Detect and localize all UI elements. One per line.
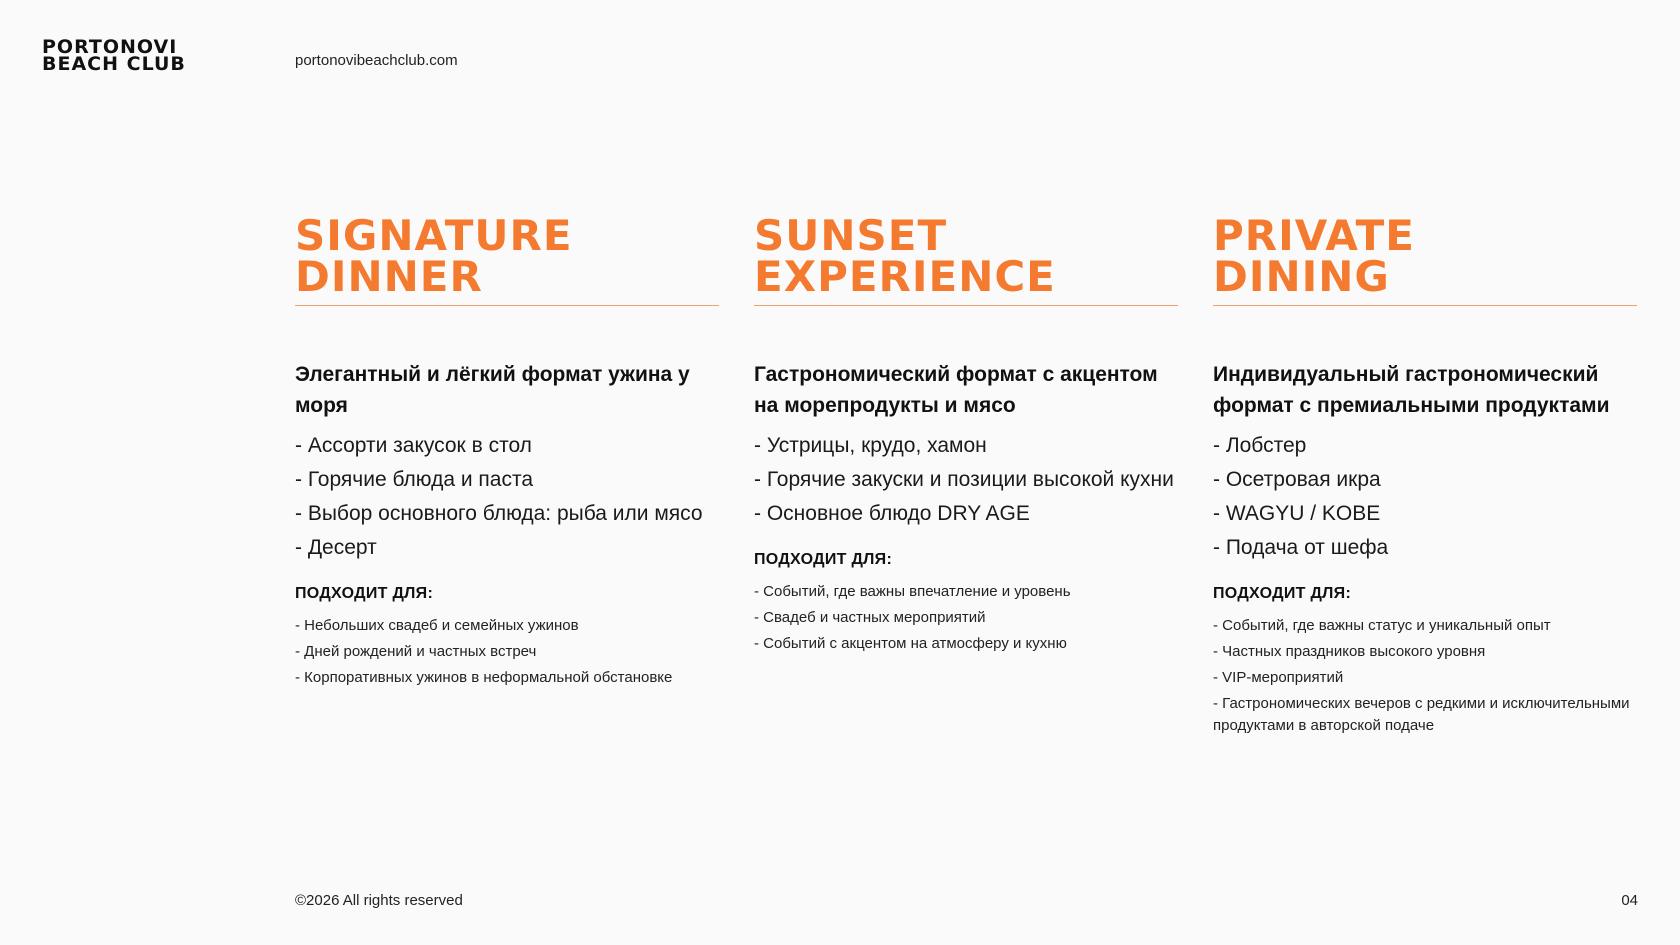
page-number: 04 [1621, 892, 1638, 909]
menu-item: - Выбор основного блюда: рыба или мясо [295, 502, 703, 525]
offer-column-signature-dinner [295, 211, 719, 693]
offer-column-sunset-experience [754, 211, 1178, 659]
column-intro: Индивидуальный гастрономический формат с премиальными продуктами [1213, 363, 1610, 417]
menu-item: - Осетровая икра [1213, 468, 1381, 491]
logo-line-1: PORTONOVI [42, 36, 178, 58]
site-url[interactable]: portonovibeachclub.com [295, 52, 458, 69]
column-intro: Элегантный и лёгкий формат ужина у моря [295, 363, 690, 417]
menu-item: - Лобстер [1213, 434, 1307, 457]
suitable-for-list [295, 615, 719, 689]
suitable-for-item: - Событий с акцентом на атмосферу и кухню [754, 635, 1067, 652]
suitable-for-item: - Небольших свадеб и семейных ужинов [295, 617, 579, 634]
suitable-for-item: - Свадеб и частных мероприятий [754, 609, 986, 626]
suitable-for-item: - VIP-мероприятий [1213, 669, 1344, 686]
suitable-for-list [1213, 615, 1637, 737]
column-title-line-1: PRIVATE [1213, 211, 1415, 260]
offer-column-private-dining [1213, 211, 1637, 741]
menu-item: - Основное блюдо DRY AGE [754, 502, 1030, 525]
column-title [754, 211, 1178, 305]
menu-item: - Ассорти закусок в стол [295, 434, 532, 457]
suitable-for-list [754, 581, 1178, 655]
copyright-text: ©2026 All rights reserved [295, 892, 463, 909]
suitable-for-label: ПОДХОДИТ ДЛЯ: [295, 585, 434, 602]
column-title-line-2: DINING [1213, 252, 1390, 301]
menu-item: - Устрицы, крудо, хамон [754, 434, 987, 457]
column-title-line-2: EXPERIENCE [754, 252, 1056, 301]
suitable-for-item: - Частных праздников высокого уровня [1213, 643, 1486, 660]
column-title [295, 211, 719, 305]
menu-items-list [754, 430, 1178, 529]
logo-line-2: BEACH CLUB [42, 53, 186, 75]
suitable-for-item: - Событий, где важны статус и уникальный опыт [1213, 617, 1551, 634]
column-title-line-1: SUNSET [754, 211, 948, 260]
suitable-for-item: - Гастрономических вечеров с редкими и исключительными продуктами в авторской подаче [1213, 695, 1630, 734]
column-divider [754, 305, 1178, 306]
menu-items-list [1213, 430, 1637, 563]
column-title-line-2: DINNER [295, 252, 483, 301]
suitable-for-label: ПОДХОДИТ ДЛЯ: [754, 551, 893, 568]
column-title-line-1: SIGNATURE [295, 211, 573, 260]
column-intro: Гастрономический формат с акцентом на морепродукты и мясо [754, 363, 1158, 417]
menu-items-list [295, 430, 719, 563]
offer-columns [295, 211, 1638, 835]
menu-item: - Горячие блюда и паста [295, 468, 534, 491]
suitable-for-item: - Дней рождений и частных встреч [295, 643, 537, 660]
menu-item: - Десерт [295, 536, 377, 559]
suitable-for-label: ПОДХОДИТ ДЛЯ: [1213, 585, 1352, 602]
brand-logo [42, 36, 186, 75]
suitable-for-item: - Событий, где важны впечатление и уровень [754, 583, 1071, 600]
column-divider [295, 305, 719, 306]
suitable-for-item: - Корпоративных ужинов в неформальной обстановке [295, 669, 673, 686]
column-title [1213, 211, 1637, 305]
menu-item: - Подача от шефа [1213, 536, 1389, 559]
menu-item: - WAGYU / KOBE [1213, 502, 1381, 525]
menu-item: - Горячие закуски и позиции высокой кухни [754, 468, 1174, 491]
column-divider [1213, 305, 1637, 306]
